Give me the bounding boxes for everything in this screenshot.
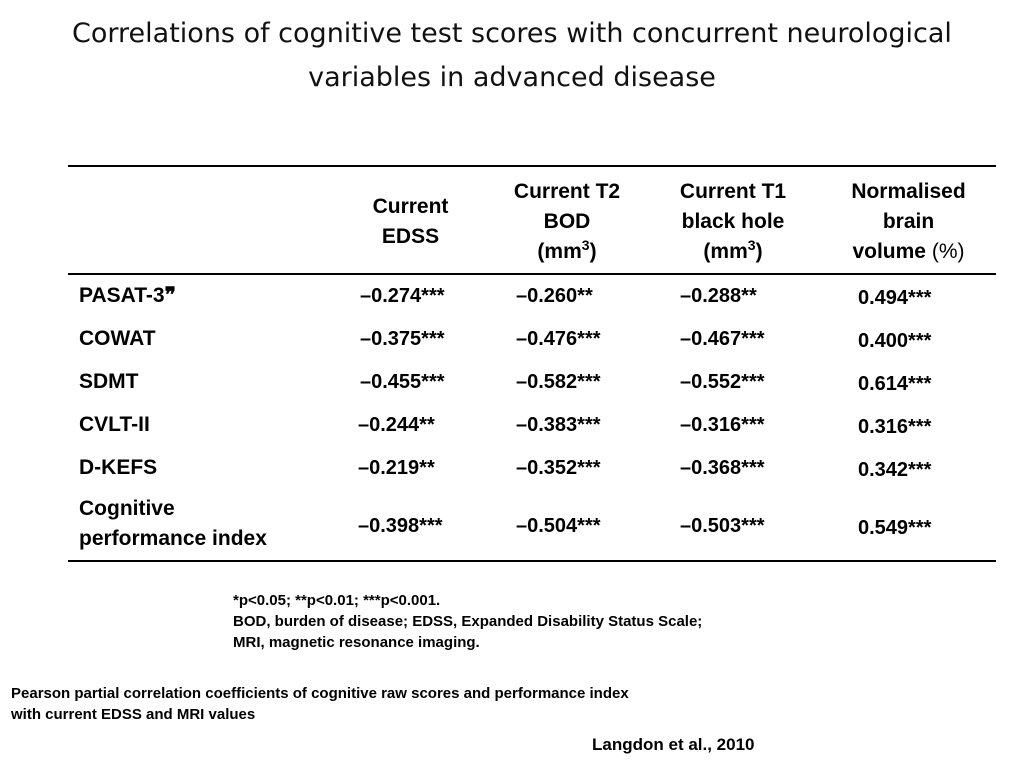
header-text: BOD bbox=[543, 210, 591, 233]
table-row bbox=[68, 404, 996, 447]
table-row bbox=[68, 490, 996, 560]
row-label: PASAT-3❞ bbox=[79, 284, 176, 307]
header-normalised-brain-volume bbox=[826, 177, 991, 267]
header-text: Normalised bbox=[851, 180, 966, 203]
cell-value: –0.368*** bbox=[680, 457, 765, 479]
header-text: Current bbox=[372, 195, 449, 218]
cell-value: –0.260** bbox=[516, 285, 593, 307]
row-label: D-KEFS bbox=[79, 456, 158, 479]
table-row bbox=[68, 447, 996, 490]
cell-value: –0.375*** bbox=[360, 328, 445, 350]
footnote-abbreviations: BOD, burden of disease; EDSS, Expanded Disability Status Scale; bbox=[233, 613, 703, 630]
cell-value: –0.476*** bbox=[516, 328, 601, 350]
cell-value: 0.494*** bbox=[858, 287, 932, 309]
header-text: EDSS bbox=[381, 225, 440, 248]
cell-value: 0.400*** bbox=[858, 330, 932, 352]
cell-value: –0.383*** bbox=[516, 414, 601, 436]
header-current-t2-bod bbox=[492, 177, 642, 267]
row-label: Cognitive performance index bbox=[79, 497, 267, 550]
cell-value: 0.316*** bbox=[858, 416, 932, 438]
cell-value: –0.398*** bbox=[358, 515, 443, 537]
cell-value: 0.342*** bbox=[858, 459, 932, 481]
slide-caption bbox=[11, 683, 629, 725]
row-label: COWAT bbox=[79, 327, 156, 350]
slide-title bbox=[0, 12, 1024, 100]
table-header-row bbox=[68, 167, 996, 275]
title-line-2: variables in advanced disease bbox=[308, 62, 716, 93]
cell-value: –0.288** bbox=[680, 285, 757, 307]
correlation-table bbox=[68, 165, 996, 562]
title-line-1: Correlations of cognitive test scores with concurrent neurological bbox=[72, 18, 952, 49]
citation: Langdon et al., 2010 bbox=[592, 735, 755, 754]
table-row bbox=[68, 275, 996, 318]
header-current-t1-black-hole bbox=[658, 177, 808, 267]
row-label: SDMT bbox=[79, 370, 139, 393]
cell-value: –0.503*** bbox=[680, 515, 765, 537]
row-label: CVLT-II bbox=[79, 413, 150, 436]
cell-value: 0.549*** bbox=[858, 517, 932, 539]
cell-value: –0.219** bbox=[358, 457, 435, 479]
header-text: brain bbox=[882, 210, 935, 233]
header-text: black hole bbox=[681, 210, 785, 233]
cell-value: –0.504*** bbox=[516, 515, 601, 537]
header-unit: volume (%) bbox=[852, 240, 965, 263]
cell-value: –0.274*** bbox=[360, 285, 445, 307]
header-unit: $(mm^3)$ bbox=[703, 237, 763, 263]
cell-value: –0.455*** bbox=[360, 371, 445, 393]
header-text: Current T2 bbox=[513, 180, 621, 203]
cell-value: 0.614*** bbox=[858, 373, 932, 395]
cell-value: –0.552*** bbox=[680, 371, 765, 393]
footnote-abbreviations-cont: MRI, magnetic resonance imaging. bbox=[233, 634, 480, 651]
cell-value: –0.467*** bbox=[680, 328, 765, 350]
table-row bbox=[68, 361, 996, 404]
cell-value: –0.244** bbox=[358, 414, 435, 436]
header-current-edss bbox=[348, 192, 473, 252]
cell-value: –0.316*** bbox=[680, 414, 765, 436]
caption-line-1: Pearson partial correlation coefficients of cognitive raw scores and performance index bbox=[11, 685, 629, 702]
caption-line-2: with current EDSS and MRI values bbox=[11, 706, 256, 723]
footnote-significance: *p<0.05; **p<0.01; ***p<0.001. bbox=[233, 592, 441, 609]
table-footnotes bbox=[233, 590, 702, 653]
cell-value: –0.582*** bbox=[516, 371, 601, 393]
header-text: Current T1 bbox=[679, 180, 787, 203]
header-unit: $(mm^3)$ bbox=[537, 237, 597, 263]
table-row bbox=[68, 318, 996, 361]
cell-value: –0.352*** bbox=[516, 457, 601, 479]
